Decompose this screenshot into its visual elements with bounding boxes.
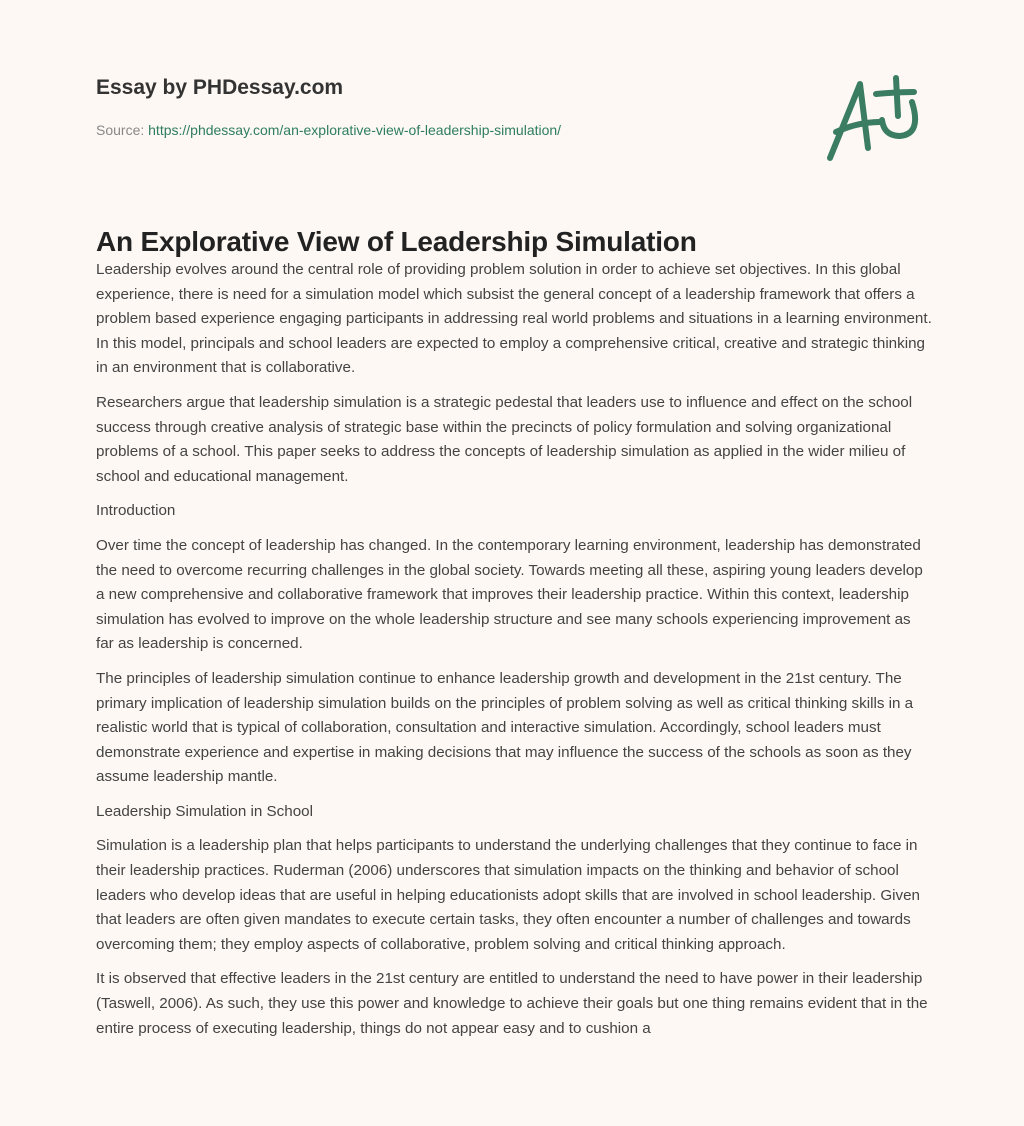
source-link[interactable]: https://phdessay.com/an-explorative-view-of-leadership-simulation/	[148, 122, 562, 138]
paragraph: Over time the concept of leadership has changed. In the contemporary learning environment, leadership has demonstrated the need to overcome recurring challenges in the global society. Towards meeting all these, aspiring young leaders develop a new comprehensive and collaborative framework that improves their leadership practice. Within this context, leadership simulation has evolved to improve on the whole leadership structure and see many schools experiencing improvement as far as leadership is concerned.	[96, 536, 923, 653]
essay-body	[96, 258, 932, 1051]
paragraph: Leadership evolves around the central role of providing problem solution in order to achieve set objectives. In this global experience, there is need for a simulation model which subsist the general concept of a leadership framework that offers a problem based experience engaging participants in addressing real world problems and situations in a learning environment. In this model, principals and school leaders are expected to employ a comprehensive critical, creative and strategic thinking in an environment that is collaborative.	[96, 261, 932, 377]
source-label: Source:	[96, 122, 149, 138]
source-line	[96, 122, 561, 138]
section-heading: Introduction	[96, 502, 176, 520]
site-header	[96, 76, 561, 138]
paragraph: Researchers argue that leadership simulation is a strategic pedestal that leaders use to influence and effect on the school success through creative analysis of strategic base within the precincts of policy formulation and solving organizational problems of a school. This paper seeks to address the concepts of leadership simulation as applied in the wider milieu of school and educational management.	[96, 393, 913, 485]
paragraph: Simulation is a leadership plan that helps participants to understand the underlying challenges that they continue to face in their leadership practices. Ruderman (2006) underscores that simulation impacts on the thinking and behavior of school leaders who develop ideas that are useful in helping educationists adopt skills that are involved in school leadership. Given that leaders are often given mandates to execute certain tasks, they often encounter a number of challenges and towards overcoming them; they employ aspects of collaborative, problem solving and critical thinking approach.	[96, 837, 921, 953]
section-heading: Leadership Simulation in School	[96, 802, 313, 820]
essay-title: An Explorative View of Leadership Simulation	[96, 226, 697, 257]
paragraph: It is observed that effective leaders in the 21st century are entitled to understand the need to have power in their leadership (Taswell, 2006). As such, they use this power and knowledge to achieve their goals but one thing remains evident that in the entire process of executing leadership, things do not appear easy and to cushion a	[96, 970, 928, 1037]
a-plus-logo-icon	[818, 70, 928, 170]
brand-title: Essay by PHDessay.com	[96, 76, 344, 99]
paragraph: The principles of leadership simulation continue to enhance leadership growth and development in the 21st century. The primary implication of leadership simulation builds on the principles of problem solving as well as critical thinking skills in a realistic world that is typical of collaboration, consultation and interactive simulation. Accordingly, school leaders must demonstrate experience and expertise in making decisions that may influence the success of the schools as soon as they assume leadership mantle.	[96, 669, 914, 786]
